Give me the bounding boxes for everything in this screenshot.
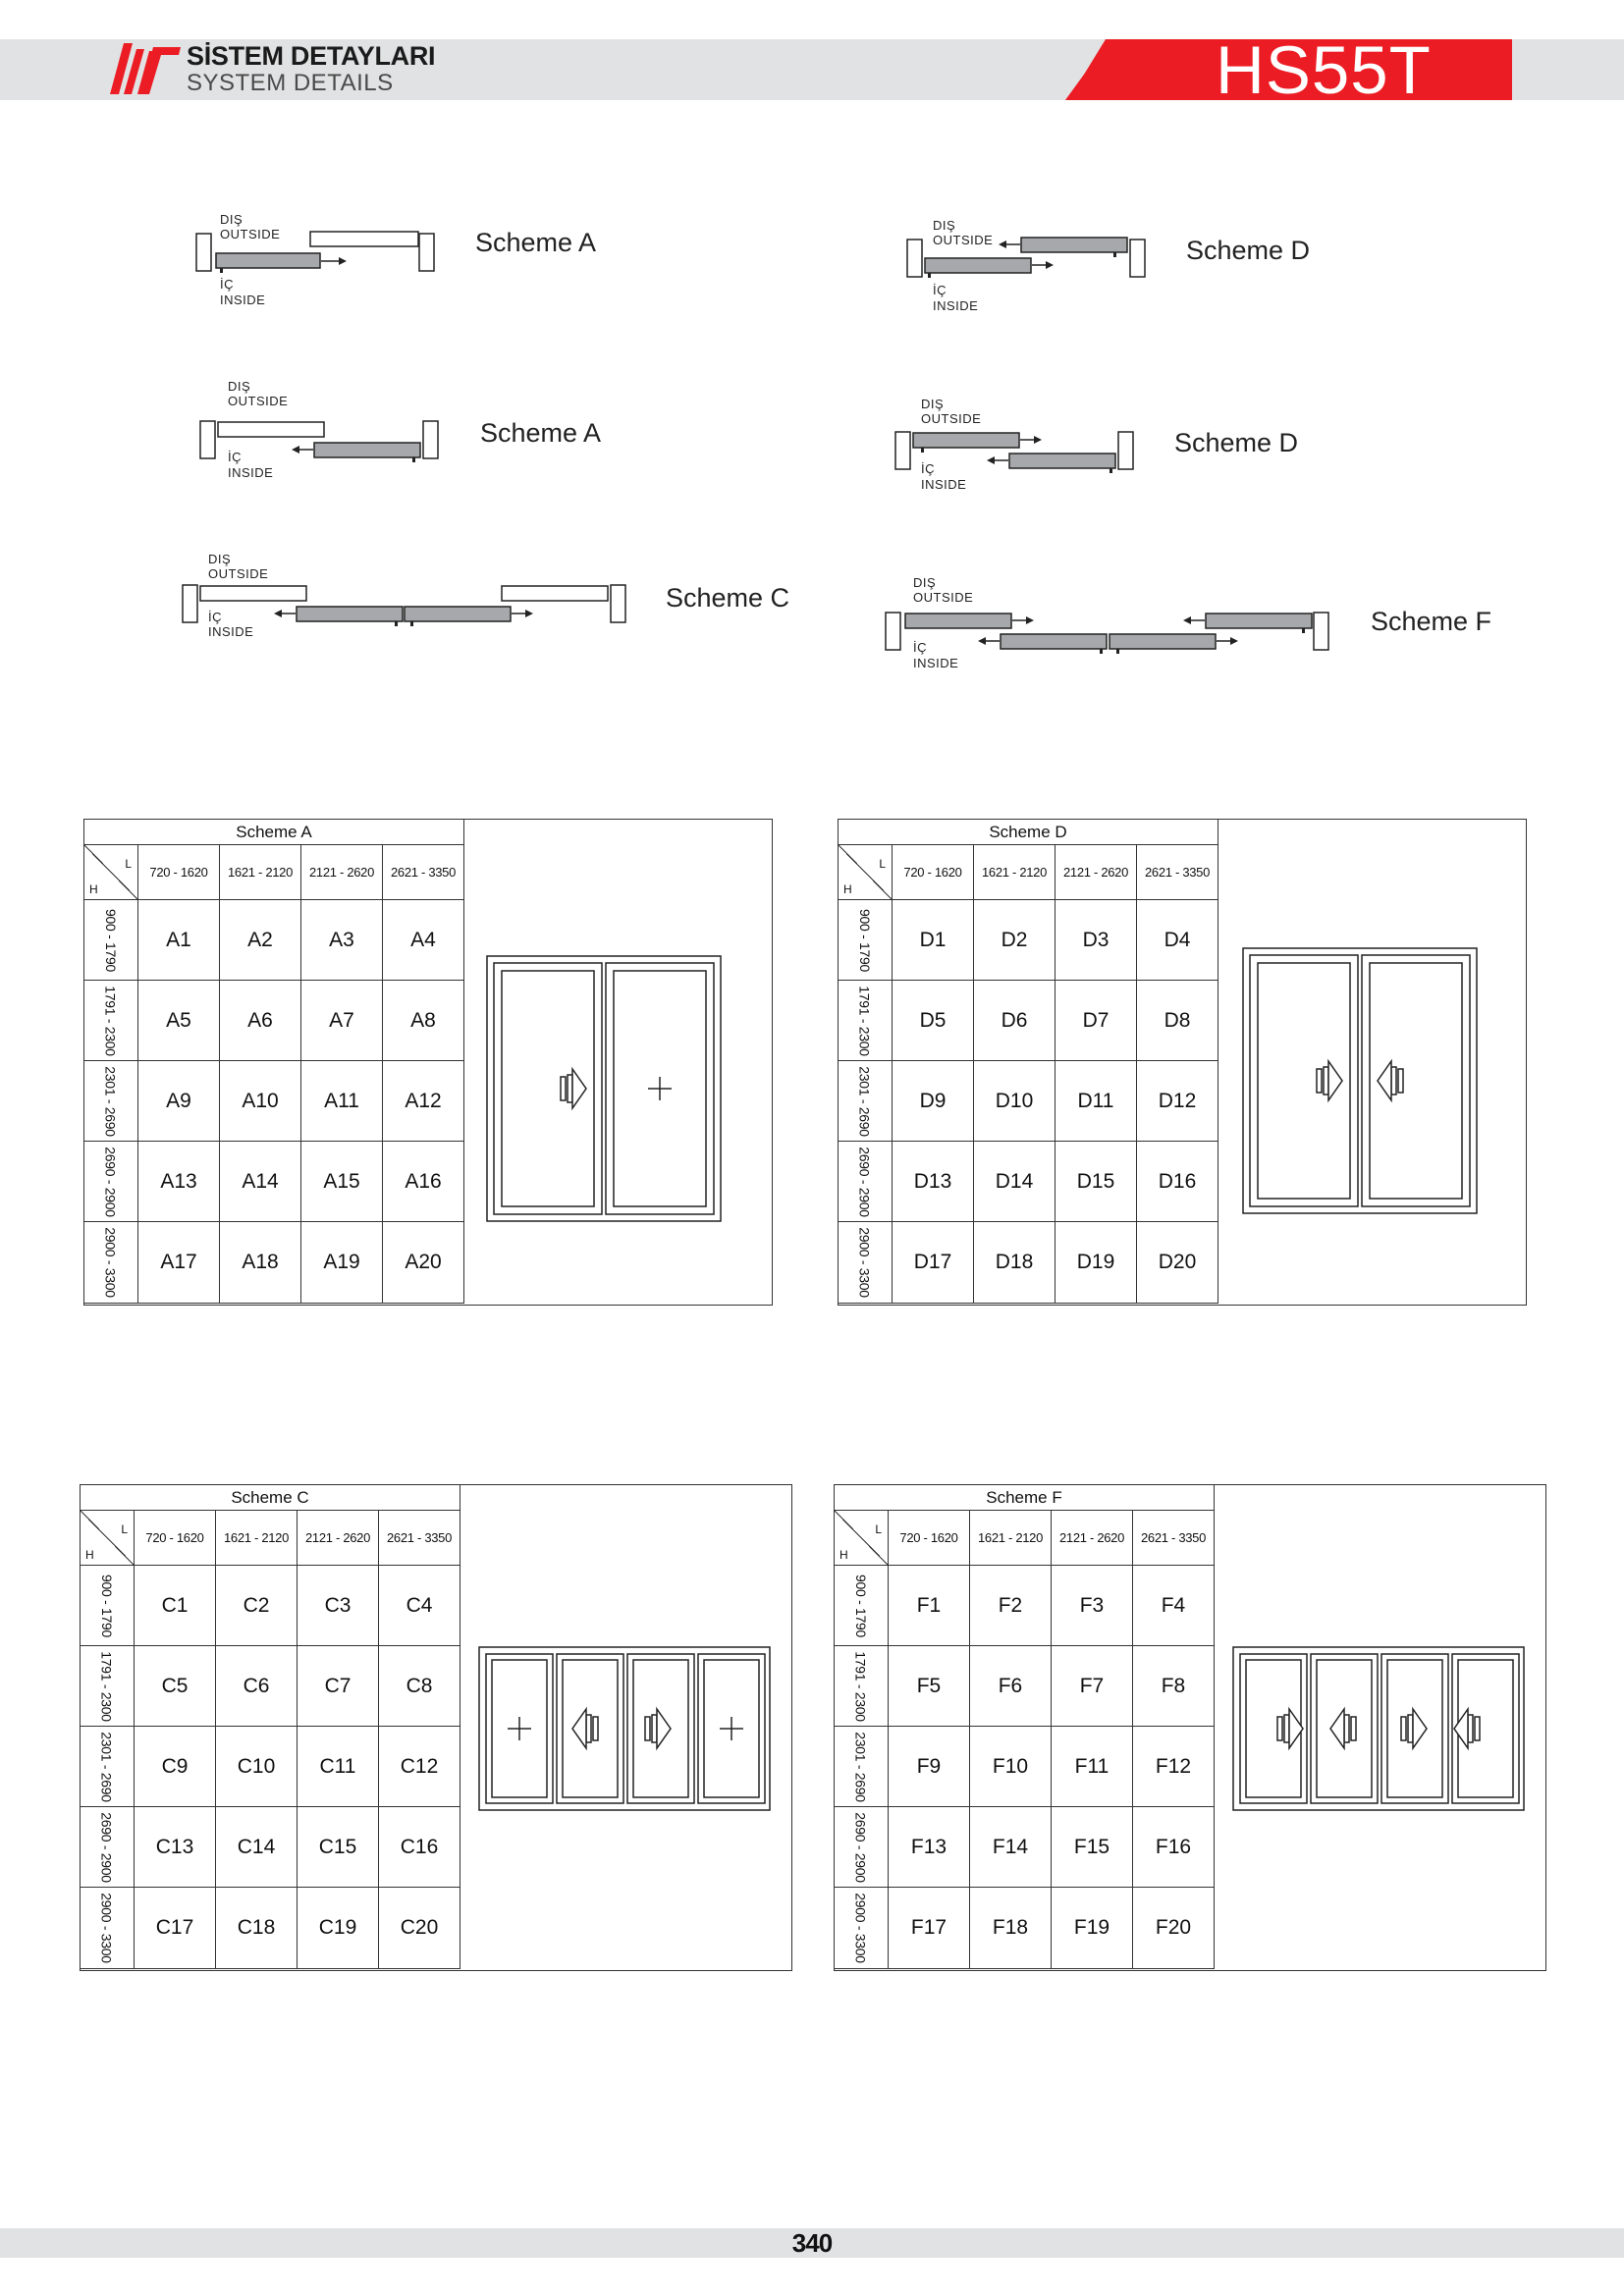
row-range-label: 900 - 1790: [99, 1574, 116, 1637]
table-cell: D16: [1137, 1142, 1218, 1222]
row-header: [835, 1807, 889, 1888]
row-range-label: 900 - 1790: [103, 908, 120, 972]
table-cell: D5: [893, 981, 974, 1061]
table-cell: C2: [216, 1566, 298, 1646]
table-cell: A7: [301, 981, 383, 1061]
table-cell: C17: [135, 1888, 216, 1969]
column-header: 1621 - 2120: [220, 845, 301, 900]
row-range-label: 1791 - 2300: [99, 1650, 115, 1722]
table-title: Scheme C: [81, 1485, 460, 1511]
row-range-label: 900 - 1790: [857, 908, 874, 972]
table-cell: A10: [220, 1061, 301, 1142]
header-title-tr: SİSTEM DETAYLARI: [187, 41, 436, 71]
row-header: [84, 1222, 138, 1304]
row-header: [84, 1061, 138, 1142]
outside-label-tr: DIŞ: [921, 397, 945, 411]
scheme-d-diagram-1: [897, 214, 1163, 322]
row-range-label: 1791 - 2300: [857, 985, 873, 1056]
row-range-label: 900 - 1790: [853, 1574, 870, 1637]
axis-corner: [839, 845, 893, 900]
column-header: 1621 - 2120: [216, 1511, 298, 1566]
table-cell: D7: [1056, 981, 1137, 1061]
table-cell: C9: [135, 1727, 216, 1807]
window-elevation-icon: [478, 1646, 771, 1811]
outside-label-tr: DIŞ: [220, 212, 244, 227]
table-cell: A1: [138, 900, 220, 981]
table-cell: D1: [893, 900, 974, 981]
outside-label-en: OUTSIDE: [220, 227, 281, 241]
table-cell: A3: [301, 900, 383, 981]
table-cell: F2: [970, 1566, 1052, 1646]
row-range-label: 2690 - 2900: [853, 1811, 869, 1883]
table-cell: F17: [889, 1888, 970, 1969]
table-cell: A5: [138, 981, 220, 1061]
table-cell: D3: [1056, 900, 1137, 981]
inside-label-en: INSIDE: [208, 624, 254, 639]
table-cell: D18: [974, 1222, 1056, 1304]
scheme-table: [80, 1484, 792, 1971]
table-cell: C6: [216, 1646, 298, 1727]
table-cell: C19: [298, 1888, 379, 1969]
row-range-label: 2900 - 3300: [853, 1893, 869, 1963]
axis-h-label: H: [839, 1548, 848, 1562]
table-cell: D17: [893, 1222, 974, 1304]
table-cell: D4: [1137, 900, 1218, 981]
table-title: Scheme D: [839, 820, 1218, 845]
inside-label-en: INSIDE: [228, 465, 274, 480]
table-cell: C4: [379, 1566, 460, 1646]
column-header: 720 - 1620: [889, 1511, 970, 1566]
outside-label-tr: DIŞ: [208, 552, 232, 566]
column-header: 2621 - 3350: [379, 1511, 460, 1566]
column-header: 2121 - 2620: [298, 1511, 379, 1566]
table-cell: A14: [220, 1142, 301, 1222]
table-cell: D6: [974, 981, 1056, 1061]
table-cell: A11: [301, 1061, 383, 1142]
column-header: 2621 - 3350: [383, 845, 464, 900]
window-elevation-icon: [1242, 947, 1478, 1214]
table-cell: C15: [298, 1807, 379, 1888]
table-cell: F5: [889, 1646, 970, 1727]
table-cell: C3: [298, 1566, 379, 1646]
scheme-label: Scheme A: [480, 418, 602, 448]
outside-label-en: OUTSIDE: [913, 590, 974, 605]
table-cell: F8: [1133, 1646, 1215, 1727]
row-header: [84, 981, 138, 1061]
row-range-label: 2690 - 2900: [99, 1811, 115, 1883]
table-cell: D19: [1056, 1222, 1137, 1304]
table-cell: A16: [383, 1142, 464, 1222]
table-cell: C12: [379, 1727, 460, 1807]
row-header: [839, 900, 893, 981]
table-cell: C7: [298, 1646, 379, 1727]
table-cell: C1: [135, 1566, 216, 1646]
row-range-label: 1791 - 2300: [103, 985, 119, 1056]
table-cell: A19: [301, 1222, 383, 1304]
row-header: [839, 1061, 893, 1142]
table-cell: A4: [383, 900, 464, 981]
table-cell: D15: [1056, 1142, 1137, 1222]
table-cell: D13: [893, 1142, 974, 1222]
inside-label-tr: İÇ: [913, 640, 927, 655]
table-cell: F7: [1052, 1646, 1133, 1727]
row-header: [84, 900, 138, 981]
table-cell: F16: [1133, 1807, 1215, 1888]
table-cell: F3: [1052, 1566, 1133, 1646]
column-header: 720 - 1620: [135, 1511, 216, 1566]
axis-l-label: L: [879, 857, 886, 871]
table-cell: D9: [893, 1061, 974, 1142]
axis-l-label: L: [125, 857, 132, 871]
row-header: [835, 1727, 889, 1807]
inside-label-en: INSIDE: [921, 477, 967, 492]
outside-label-en: OUTSIDE: [921, 411, 982, 426]
row-range-label: 1791 - 2300: [853, 1650, 869, 1722]
outside-label-en: OUTSIDE: [933, 233, 994, 247]
row-header: [84, 1142, 138, 1222]
inside-label-tr: İÇ: [220, 277, 234, 292]
window-elevation-icon: [1232, 1646, 1525, 1811]
window-elevation-panel: [464, 820, 772, 1304]
table-cell: A6: [220, 981, 301, 1061]
window-elevation-panel: [1215, 1485, 1545, 1969]
table-cell: C8: [379, 1646, 460, 1727]
axis-corner: [835, 1511, 889, 1566]
outside-label-tr: DIŞ: [933, 218, 956, 233]
row-header: [835, 1888, 889, 1969]
table-cell: F12: [1133, 1727, 1215, 1807]
scheme-label: Scheme D: [1186, 236, 1311, 265]
axis-l-label: L: [875, 1522, 882, 1536]
axis-corner: [84, 845, 138, 900]
inside-label-tr: İÇ: [933, 283, 947, 297]
row-header: [81, 1727, 135, 1807]
axis-h-label: H: [89, 882, 98, 896]
row-range-label: 2690 - 2900: [857, 1146, 873, 1217]
table-cell: C18: [216, 1888, 298, 1969]
table-cell: F20: [1133, 1888, 1215, 1969]
axis-h-label: H: [85, 1548, 94, 1562]
inside-label-tr: İÇ: [208, 610, 222, 624]
table-cell: D12: [1137, 1061, 1218, 1142]
table-cell: D2: [974, 900, 1056, 981]
column-header: 2121 - 2620: [301, 845, 383, 900]
inside-label-en: INSIDE: [933, 298, 979, 313]
scheme-label: Scheme C: [666, 583, 790, 613]
table-cell: F19: [1052, 1888, 1133, 1969]
outside-label-tr: DIŞ: [228, 379, 251, 394]
column-header: 720 - 1620: [138, 845, 220, 900]
scheme-table: [838, 819, 1527, 1306]
row-header: [81, 1566, 135, 1646]
table-cell: C14: [216, 1807, 298, 1888]
table-cell: F6: [970, 1646, 1052, 1727]
column-header: 2121 - 2620: [1056, 845, 1137, 900]
column-header: 2621 - 3350: [1137, 845, 1218, 900]
table-cell: C11: [298, 1727, 379, 1807]
scheme-label: Scheme F: [1371, 607, 1492, 636]
row-range-label: 2301 - 2690: [103, 1065, 119, 1137]
table-cell: C13: [135, 1807, 216, 1888]
row-range-label: 2690 - 2900: [103, 1146, 119, 1217]
table-cell: F14: [970, 1807, 1052, 1888]
table-cell: A15: [301, 1142, 383, 1222]
scheme-f-diagram: [876, 571, 1337, 679]
table-cell: C16: [379, 1807, 460, 1888]
table-cell: F11: [1052, 1727, 1133, 1807]
table-title: Scheme F: [835, 1485, 1215, 1511]
row-range-label: 2301 - 2690: [99, 1731, 115, 1802]
column-header: 1621 - 2120: [974, 845, 1056, 900]
table-cell: D11: [1056, 1061, 1137, 1142]
inside-label-en: INSIDE: [220, 293, 266, 307]
table-cell: A12: [383, 1061, 464, 1142]
table-cell: F4: [1133, 1566, 1215, 1646]
scheme-d-diagram-2: [886, 393, 1151, 501]
table-cell: F10: [970, 1727, 1052, 1807]
scheme-table: [83, 819, 773, 1306]
outside-label-tr: DIŞ: [913, 575, 937, 590]
outside-label-en: OUTSIDE: [208, 566, 269, 581]
row-range-label: 2900 - 3300: [103, 1227, 119, 1298]
table-cell: C10: [216, 1727, 298, 1807]
apa-logo-icon: [110, 39, 185, 100]
row-header: [835, 1566, 889, 1646]
scheme-a-diagram-1: [187, 208, 452, 316]
scheme-label: Scheme A: [475, 228, 597, 257]
table-cell: A9: [138, 1061, 220, 1142]
table-cell: C5: [135, 1646, 216, 1727]
scheme-c-diagram: [173, 548, 634, 656]
column-header: 2121 - 2620: [1052, 1511, 1133, 1566]
table-cell: A8: [383, 981, 464, 1061]
table-cell: F9: [889, 1727, 970, 1807]
table-cell: D14: [974, 1142, 1056, 1222]
column-header: 1621 - 2120: [970, 1511, 1052, 1566]
table-cell: A20: [383, 1222, 464, 1304]
axis-l-label: L: [121, 1522, 128, 1536]
header-brand: [187, 41, 435, 96]
table-cell: F18: [970, 1888, 1052, 1969]
table-cell: C20: [379, 1888, 460, 1969]
axis-h-label: H: [843, 882, 852, 896]
inside-label-tr: İÇ: [228, 450, 242, 464]
outside-label-en: OUTSIDE: [228, 394, 289, 408]
scheme-a-diagram-2: [190, 375, 456, 483]
row-header: [839, 981, 893, 1061]
table-cell: D10: [974, 1061, 1056, 1142]
model-name: HS55T: [1216, 32, 1432, 108]
window-elevation-panel: [1218, 820, 1526, 1304]
row-range-label: 2301 - 2690: [857, 1065, 873, 1137]
inside-label-en: INSIDE: [913, 656, 959, 670]
table-cell: A17: [138, 1222, 220, 1304]
row-range-label: 2900 - 3300: [99, 1893, 115, 1963]
table-title: Scheme A: [84, 820, 464, 845]
row-range-label: 2900 - 3300: [857, 1227, 873, 1298]
window-elevation-panel: [460, 1485, 791, 1969]
row-header: [835, 1646, 889, 1727]
scheme-label: Scheme D: [1174, 428, 1299, 457]
table-cell: F15: [1052, 1807, 1133, 1888]
window-elevation-icon: [486, 955, 722, 1222]
row-header: [81, 1888, 135, 1969]
table-cell: A13: [138, 1142, 220, 1222]
table-cell: A2: [220, 900, 301, 981]
row-header: [839, 1222, 893, 1304]
row-header: [81, 1807, 135, 1888]
table-cell: D8: [1137, 981, 1218, 1061]
axis-corner: [81, 1511, 135, 1566]
column-header: 2621 - 3350: [1133, 1511, 1215, 1566]
row-header: [81, 1646, 135, 1727]
page-number: 340: [791, 2228, 833, 2258]
table-cell: F13: [889, 1807, 970, 1888]
header-title-en: SYSTEM DETAILS: [187, 70, 394, 96]
table-cell: D20: [1137, 1222, 1218, 1304]
scheme-table: [834, 1484, 1546, 1971]
column-header: 720 - 1620: [893, 845, 974, 900]
table-cell: A18: [220, 1222, 301, 1304]
table-cell: F1: [889, 1566, 970, 1646]
inside-label-tr: İÇ: [921, 461, 935, 476]
row-header: [839, 1142, 893, 1222]
row-range-label: 2301 - 2690: [853, 1731, 869, 1802]
